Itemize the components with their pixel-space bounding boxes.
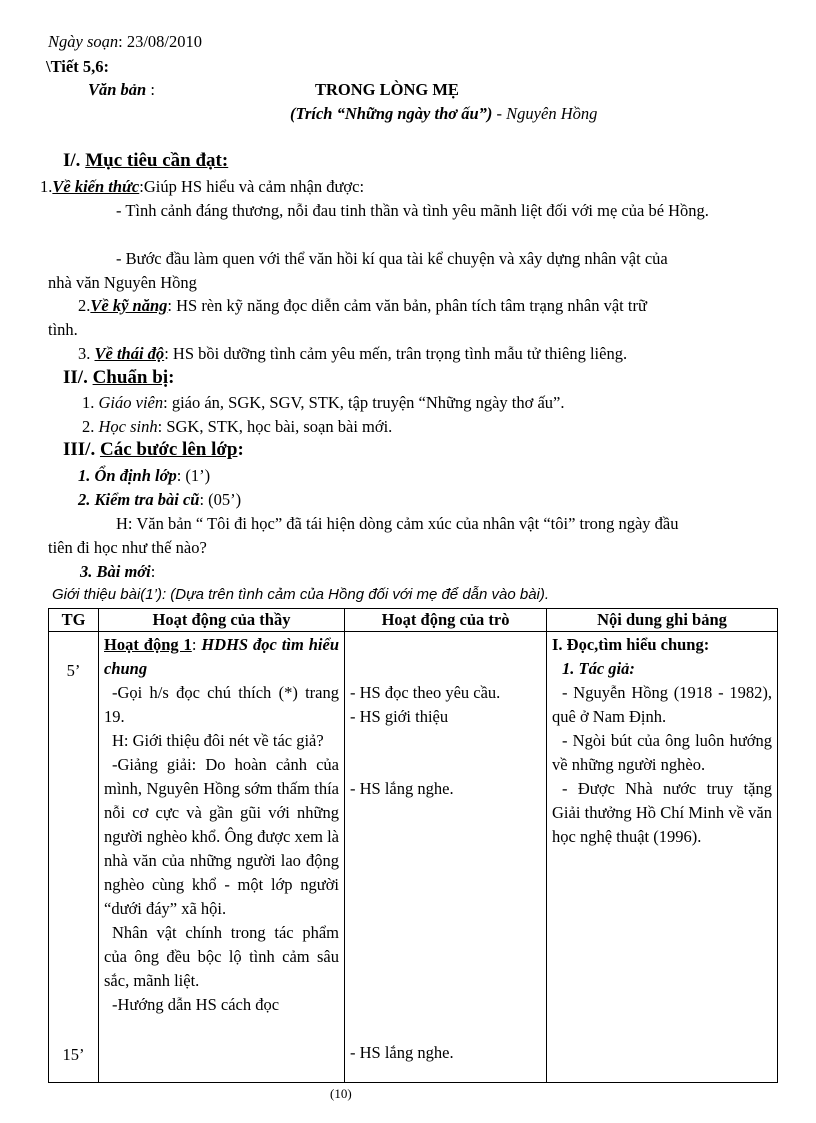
time-cell [49, 632, 99, 1083]
knowledge-item-1: - Tình cảnh đáng thương, nỗi đau tinh thần và tình yêu mãnh liệt đối với mẹ của bé Hồng. [116, 201, 709, 220]
knowledge-item-2-line1: - Bước đầu làm quen với thể văn hồi kí qua tài kể chuyện và xây dựng nhân vật của [116, 249, 668, 268]
header-board: Nội dung ghi bảng [547, 609, 778, 632]
item-number: 2. [78, 296, 91, 315]
subtitle-line [290, 103, 597, 125]
teacher-explanation: -Giảng giải: Do hoàn cảnh của mình, Nguyên Hồng sớm thấm thía nỗi cơ cực và gần gũi với những người nghèo khổ. Ông được xem là nhà văn của những người lao động nghèo cùng khổ - một lớp người “dưới đáy” xã hội. [104, 755, 339, 918]
lesson-table [48, 608, 778, 1083]
board-subheading: 1. Tác giả: [562, 659, 635, 678]
skill-label: Về kỹ năng [90, 296, 168, 315]
activity-label: Hoạt động 1 [104, 635, 192, 654]
student-action: - HS giới thiệu [350, 707, 449, 726]
teacher-prep-line [82, 392, 565, 414]
page-number: (10) [330, 1086, 352, 1101]
teacher-label: Giáo viên [98, 393, 164, 412]
step-1-label: 1. Ổn định lớp [78, 466, 177, 485]
section-colon: : [168, 367, 175, 388]
page-title: TRONG LÒNG MẸ [315, 80, 459, 99]
step-3-colon: : [150, 562, 156, 581]
item-number: 1. [82, 393, 95, 412]
teacher-note: Nhân vật chính trong tác phẩm của ông đều bộc lộ tình cảm sâu sắc, mãnh liệt. [104, 923, 339, 990]
step-2-line [78, 489, 241, 511]
table-header-row [49, 609, 778, 632]
skill-text: : HS rèn kỹ năng đọc diễn cảm văn bản, phân tích tâm trạng nhân vật trữ [167, 296, 647, 315]
review-question-line2: tiên đi học như thế nào? [48, 538, 207, 557]
header-time: TG [49, 609, 99, 632]
step-2-label: 2. Kiểm tra bài cũ [78, 490, 200, 509]
time-value: 15’ [62, 1045, 85, 1064]
step-1-line [78, 465, 210, 487]
table-row [49, 632, 778, 1083]
header-teacher: Hoạt động của thầy [99, 609, 345, 632]
step-1-text: : (1’) [176, 466, 211, 485]
section-title: Mục tiêu cần đạt: [85, 150, 229, 171]
step-3-label: 3. Bài mới [80, 562, 151, 581]
author: - Nguyên Hồng [496, 104, 598, 123]
section-number: II/. [63, 367, 88, 388]
board-cell [547, 632, 778, 1083]
student-label: Học sinh [98, 417, 158, 436]
section-number: I/. [63, 150, 81, 171]
student-cell [345, 632, 547, 1083]
attitude-line [78, 343, 627, 365]
item-number: 3. [78, 344, 91, 363]
lesson-intro: Giới thiệu bài(1’): (Dựa trên tình cảm của Hồng đối với mẹ để dẫn vào bài). [52, 586, 550, 603]
board-heading: I. Đọc,tìm hiểu chung: [552, 635, 710, 654]
knowledge-text: :Giúp HS hiểu và cảm nhận được: [139, 177, 365, 196]
student-action: - HS lắng nghe. [350, 779, 454, 798]
attitude-text: : HS bồi dưỡng tình cảm yêu mến, trân trọng tình mẫu tử thiêng liêng. [164, 344, 628, 363]
date-value: : 23/08/2010 [118, 32, 203, 51]
board-item: - Nguyễn Hồng (1918 - 1982), quê ở Nam Định. [552, 683, 772, 726]
activity-colon: : [191, 635, 197, 654]
date-label: Ngày soạn [48, 32, 119, 51]
activity-title: HDHS đọc tìm hiểu chung [104, 635, 339, 678]
date-line [48, 31, 202, 53]
subtitle: (Trích “Những ngày thơ ấu”) [290, 104, 493, 123]
section-title: Các bước lên lớp [99, 439, 238, 460]
time-value: 5’ [66, 661, 81, 680]
knowledge-line [40, 176, 364, 198]
student-action: - HS đọc theo yêu cầu. [350, 683, 501, 702]
attitude-label: Về thái độ [94, 344, 165, 363]
board-item: - Ngòi bút của ông luôn hướng về những người nghèo. [552, 731, 772, 774]
section-heading-preparation [63, 367, 174, 389]
student-prep-line [82, 416, 392, 438]
section-colon: : [237, 439, 244, 460]
text-label-colon: : [150, 80, 155, 99]
review-question-line1: H: Văn bản “ Tôi đi học” đã tái hiện dòng cảm xúc của nhân vật “tôi” trong ngày đầu [116, 514, 679, 533]
item-number: 1. [40, 177, 53, 196]
item-number: 2. [82, 417, 95, 436]
teacher-question: H: Giới thiệu đôi nét về tác giả? [112, 731, 324, 750]
section-heading-steps [63, 439, 244, 461]
skill-line [78, 295, 647, 317]
knowledge-item-2-line2: nhà văn Nguyên Hồng [48, 273, 197, 292]
section-heading-objectives [63, 150, 228, 172]
teacher-step: -Hướng dẫn HS cách đọc [112, 995, 280, 1014]
teacher-text: : giáo án, SGK, SGV, STK, tập truyện “Những ngày thơ ấu”. [163, 393, 565, 412]
teacher-step: -Gọi h/s đọc chú thích (*) trang 19. [104, 683, 339, 726]
section-title: Chuẩn bị [92, 367, 169, 388]
student-text: : SGK, STK, học bài, soạn bài mới. [157, 417, 393, 436]
step-2-text: : (05’) [199, 490, 242, 509]
knowledge-label: Về kiến thức [52, 177, 140, 196]
step-3-line [80, 561, 155, 583]
header-student: Hoạt động của trò [345, 609, 547, 632]
text-label-line [88, 79, 155, 101]
section-number: III/. [63, 439, 96, 460]
skill-line-2: tình. [48, 320, 78, 339]
teacher-cell [99, 632, 345, 1083]
activity-heading [104, 633, 339, 681]
board-item: - Được Nhà nước truy tặng Giải thưởng Hồ Chí Minh về văn học nghệ thuật (1996). [552, 779, 772, 846]
lesson-number: \Tiết 5,6: [46, 57, 109, 76]
text-label: Văn bản [88, 80, 147, 99]
student-action: - HS lắng nghe. [350, 1043, 454, 1062]
